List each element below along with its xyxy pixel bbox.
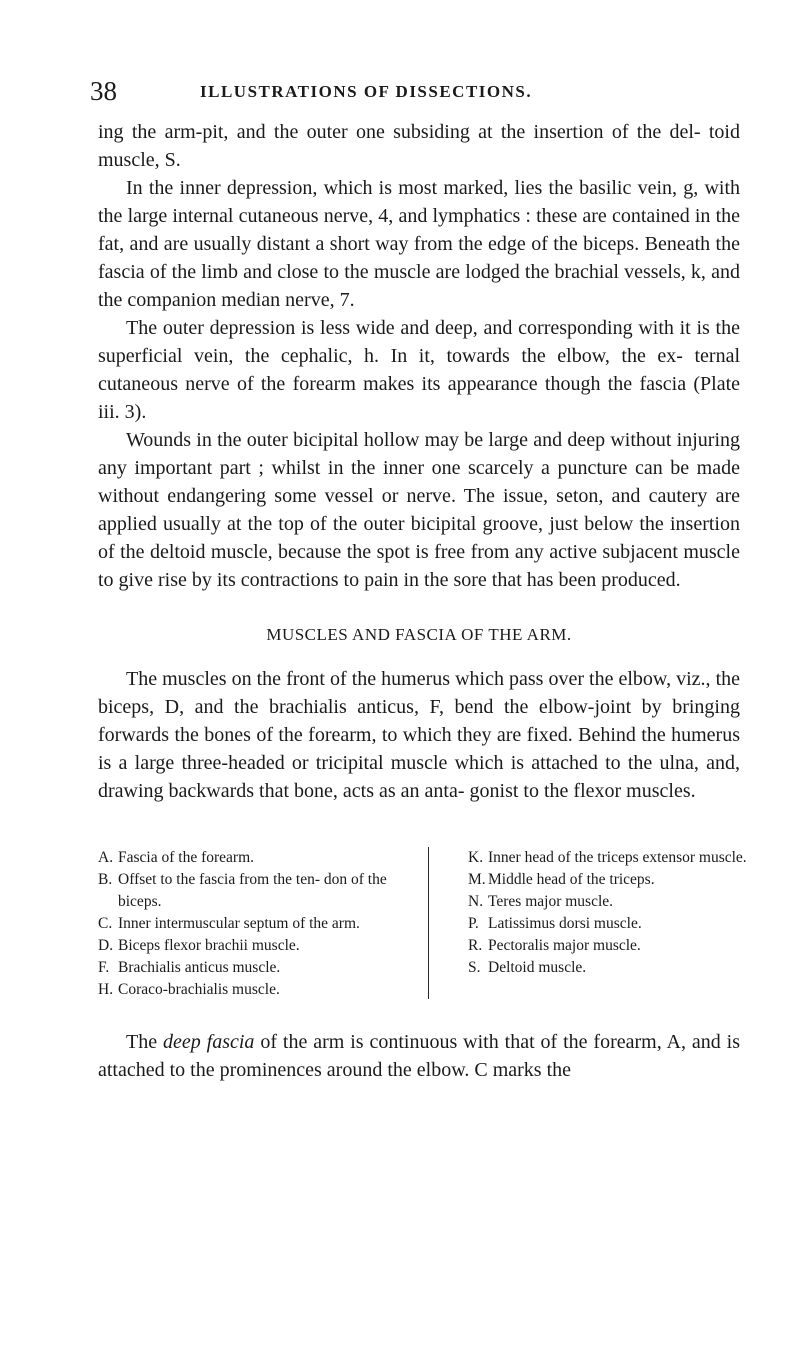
legend-item [98, 913, 418, 935]
legend-text: Deltoid muscle. [488, 959, 587, 976]
paragraph: The muscles on the front of the humerus which pass over the elbow, viz., the biceps, D, and the brachialis anticus, F, bend the elbow-joint by bringing forwards the bones of the forearm, to which they are fixed. Behind the humerus is a large three-headed or tricipital muscle which is attached to the ulna, and, drawing backwards that bone, acts as an anta- gonist to the flexor muscles. [98, 668, 740, 802]
legend-item [98, 935, 418, 957]
paragraph: In the inner depression, which is most marked, lies the basilic vein, g, with the large internal cutaneous nerve, 4, and lymphatics : these are contained in the fat, and are usually distant a short way from the edge of the biceps. Beneath the fascia of the limb and close to the muscle are lodged the brachial vessels, k, and the companion median nerve, 7. [98, 177, 740, 311]
legend-key: A. [98, 849, 114, 866]
legend-key: K. [468, 849, 484, 866]
body-text [98, 118, 740, 594]
legend-key: N. [468, 893, 484, 910]
paragraph: Wounds in the outer bicipital hollow may be large and deep without injuring any important part ; whilst in the inner one scarcely a puncture can be made without endangering some vessel or nerve. The issue, seton, and cautery are applied usually at the top of the outer bicipital groove, just below the insertion of the deltoid muscle, because the spot is free from any active subjacent muscle to give rise by its contractions to pain in the sore that has been produced. [98, 429, 740, 591]
running-head: ILLUSTRATIONS OF DISSECTIONS. [200, 82, 533, 101]
legend-text: Brachialis anticus muscle. [118, 959, 281, 976]
legend-item [468, 913, 758, 935]
emphasis-text: deep fascia [163, 1031, 255, 1053]
legend-key: H. [98, 981, 114, 998]
legend-text: Biceps flexor brachii muscle. [118, 937, 300, 954]
section-body [98, 665, 740, 805]
text-run: The [126, 1031, 163, 1053]
paragraph: The outer depression is less wide and deep, and corresponding with it is the superficial vein, the cephalic, h. In it, towards the elbow, the ex- ternal cutaneous nerve of the forearm makes its appearance though the fascia (Plate iii. 3). [98, 317, 740, 423]
legend-text: Pectoralis major muscle. [488, 937, 641, 954]
legend-item [98, 869, 418, 913]
legend-text: Fascia of the forearm. [118, 849, 254, 866]
page-header [90, 76, 730, 106]
legend-text: Inner intermuscular septum of the arm. [118, 915, 360, 932]
legend-item [98, 847, 418, 869]
legend-key: P. [468, 915, 479, 932]
legend-divider [428, 847, 429, 999]
legend-text: Coraco-brachialis muscle. [118, 981, 280, 998]
legend-key: D. [98, 937, 114, 954]
legend-key: R. [468, 937, 483, 954]
legend-text: Latissimus dorsi muscle. [488, 915, 642, 932]
legend-key: S. [468, 959, 481, 976]
legend-key: B. [98, 871, 113, 888]
legend-item [468, 869, 758, 891]
legend-key: F. [98, 959, 110, 976]
legend-text: Middle head of the triceps. [488, 871, 655, 888]
legend-key: M. [468, 871, 486, 888]
paragraph [98, 1028, 740, 1084]
legend-item [468, 935, 758, 957]
legend-item [468, 847, 758, 869]
legend-text: Inner head of the triceps extensor muscle. [488, 849, 747, 866]
legend-text: Offset to the fascia from the ten- don of the biceps. [118, 871, 387, 910]
paragraph: ing the arm-pit, and the outer one subsiding at the insertion of the del- toid muscle, S. [98, 121, 740, 171]
legend-column-right [468, 847, 758, 979]
page-number: 38 [90, 76, 117, 106]
section-title: MUSCLES AND FASCIA OF THE ARM. [266, 625, 572, 644]
legend-item [98, 979, 418, 1001]
closing-body [98, 1028, 740, 1084]
legend-item [468, 891, 758, 913]
text-run: of the arm is continuous with that of the forearm, A, and is attached to the prominences around the elbow. C marks the [98, 1031, 740, 1081]
legend-item [98, 957, 418, 979]
legend-text: Teres major muscle. [488, 893, 614, 910]
legend-item [468, 957, 758, 979]
legend-column-left [98, 847, 418, 1001]
legend-key: C. [98, 915, 113, 932]
